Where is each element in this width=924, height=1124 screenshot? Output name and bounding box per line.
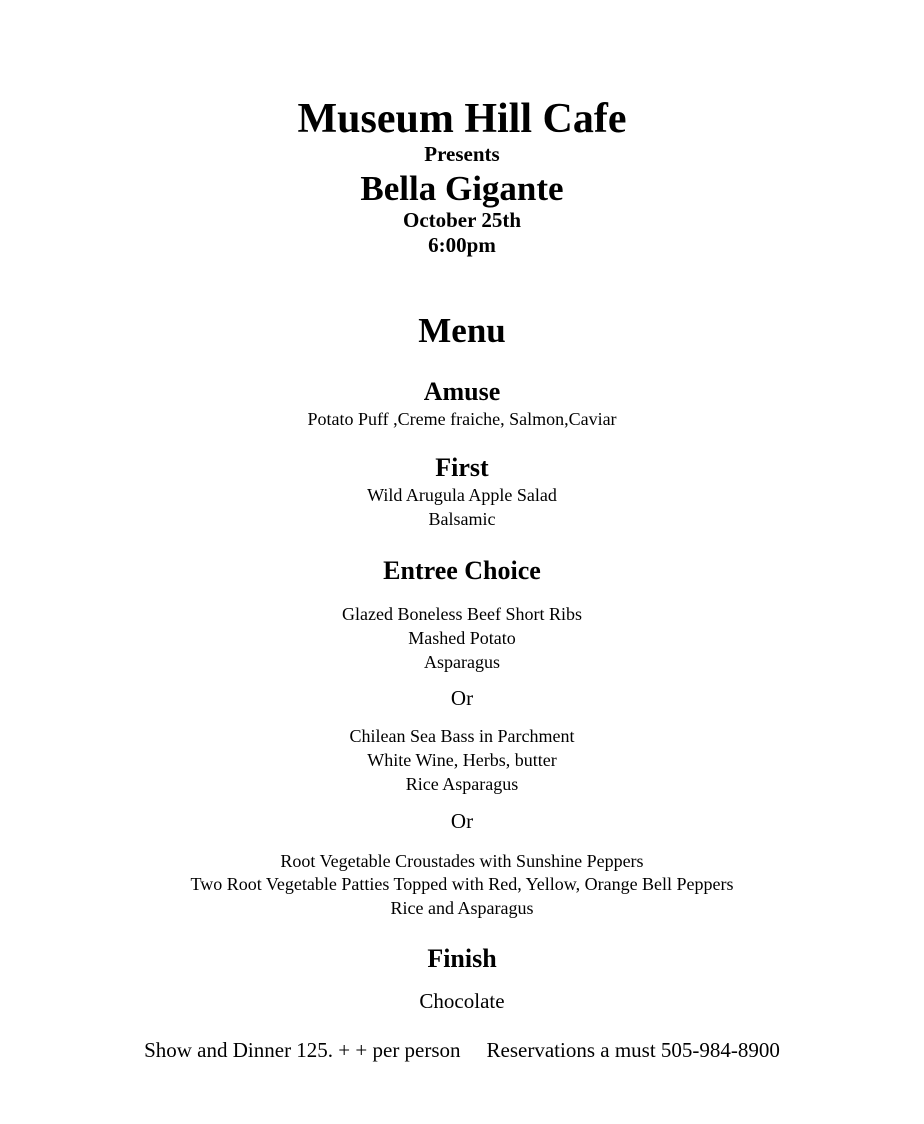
entree-option-3-item: Rice and Asparagus (390, 898, 534, 918)
entree-option-2-item: Rice Asparagus (405, 774, 519, 794)
venue-title: Museum Hill Cafe (297, 96, 627, 142)
entree-option-3-item: Root Vegetable Croustades with Sunshine Peppers (280, 851, 644, 871)
entree-option-1-item: Glazed Boneless Beef Short Ribs (342, 604, 582, 624)
first-item: Wild Arugula Apple Salad (367, 485, 557, 505)
presents-label: Presents (424, 142, 500, 166)
finish-item: Chocolate (419, 989, 505, 1013)
amuse-item: Potato Puff ,Creme fraiche, Salmon,Caviar (307, 409, 617, 429)
or-divider: Or (450, 809, 474, 833)
finish-heading: Finish (427, 944, 497, 973)
event-date: October 25th (402, 208, 521, 232)
reservation-info: Reservations a must 505-984-8900 (486, 1038, 780, 1062)
entree-option-1-item: Mashed Potato (408, 628, 516, 648)
entree-option-2-item: White Wine, Herbs, butter (367, 750, 557, 770)
footer-info (0, 1040, 924, 1061)
price-info: Show and Dinner 125. + + per person (144, 1038, 461, 1062)
first-heading: First (435, 453, 489, 482)
entree-option-1-item: Asparagus (424, 652, 500, 672)
entree-option-3-item: Two Root Vegetable Patties Topped with Red, Yellow, Orange Bell Peppers (190, 874, 734, 894)
or-divider: Or (450, 686, 474, 710)
event-time: 6:00pm (428, 233, 496, 257)
amuse-heading: Amuse (423, 377, 501, 406)
performer-name: Bella Gigante (360, 169, 564, 208)
first-item: Balsamic (428, 509, 496, 529)
entree-heading: Entree Choice (383, 556, 541, 585)
menu-heading: Menu (418, 311, 506, 350)
entree-option-2-item: Chilean Sea Bass in Parchment (349, 726, 575, 746)
